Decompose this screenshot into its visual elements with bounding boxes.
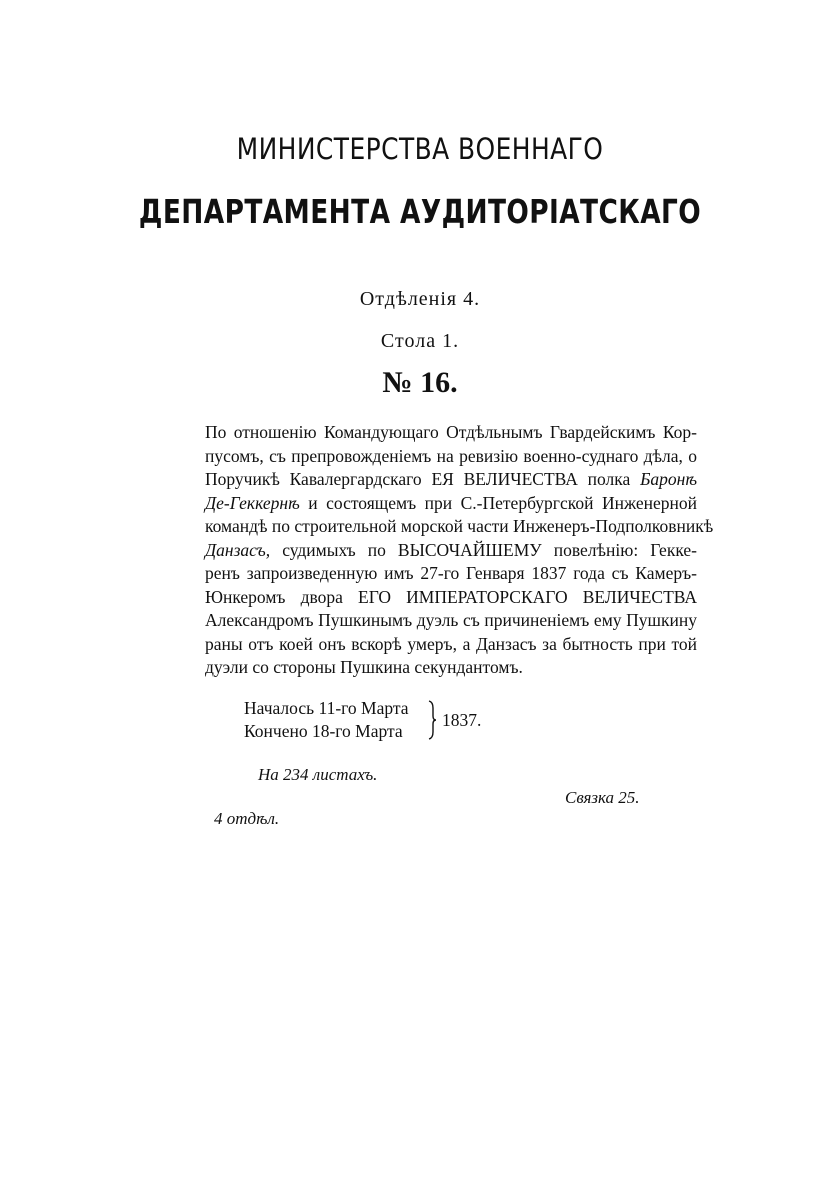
body-line: дуэли со стороны Пушкина секундантомъ. [205,657,523,677]
body-line: командѣ по строительной морской части Инженеръ-Подполковникѣ [205,516,714,536]
ministry-title: МИНИСТЕРСТВА ВОЕННАГО [236,132,604,166]
body-line: По отношенію Командующаго Отдѣльнымъ Гвардейскимъ Кор- [205,422,697,442]
department-section: Отдѣленія 4. [359,288,481,310]
start-date: Началось 11-го Марта [244,698,409,718]
body-text: и состоящемъ при С.-Петербургской Инженерной [299,492,697,513]
body-line: ренъ запроизведенную имъ 27-го Генваря 1837 года съ Камеръ- [205,563,697,583]
body-text: судимыхъ по ВЫСОЧАЙШЕМУ повелѣнію: Гекке- [270,539,697,560]
sheet-count: На 234 листахъ. [258,765,378,784]
name-heeckeren-title: Баронѣ [640,469,697,489]
body-line [205,539,697,563]
body-line: пусомъ, съ препровожденіемъ на ревизію военно-суднаго дѣла, о [205,445,697,466]
name-heeckeren: Де-Геккернѣ [205,492,300,513]
desk-number: Стола 1. [380,330,460,352]
case-number: № 16. [382,366,458,399]
body-line [205,492,697,516]
end-date: Кончено 18-го Марта [244,721,403,741]
department-title: ДЕПАРТАМЕНТА АУДИТОРІАТСКАГО [138,192,702,231]
body-line: Юнкеромъ двора ЕГО ИМПЕРАТОРСКАГО ВЕЛИЧЕСТВА [205,586,697,607]
name-danzas: Данзасъ, [205,539,271,560]
case-dates [244,697,409,743]
body-text: Поручикѣ Кавалергардскаго ЕЯ ВЕЛИЧЕСТВА полка [205,469,641,489]
body-line: раны отъ коей онъ вскорѣ умеръ, а Данзасъ за бытность при той [205,633,697,654]
case-year: 1837. [442,710,482,730]
bundle-number: Связка 25. [565,788,640,807]
section-note: 4 отдѣл. [214,809,280,828]
body-line: Александромъ Пушкинымъ дуэль съ причиненіемъ ему Пушкину [205,610,697,630]
body-line [205,468,697,492]
case-description [205,421,714,680]
brace-icon [428,700,436,740]
